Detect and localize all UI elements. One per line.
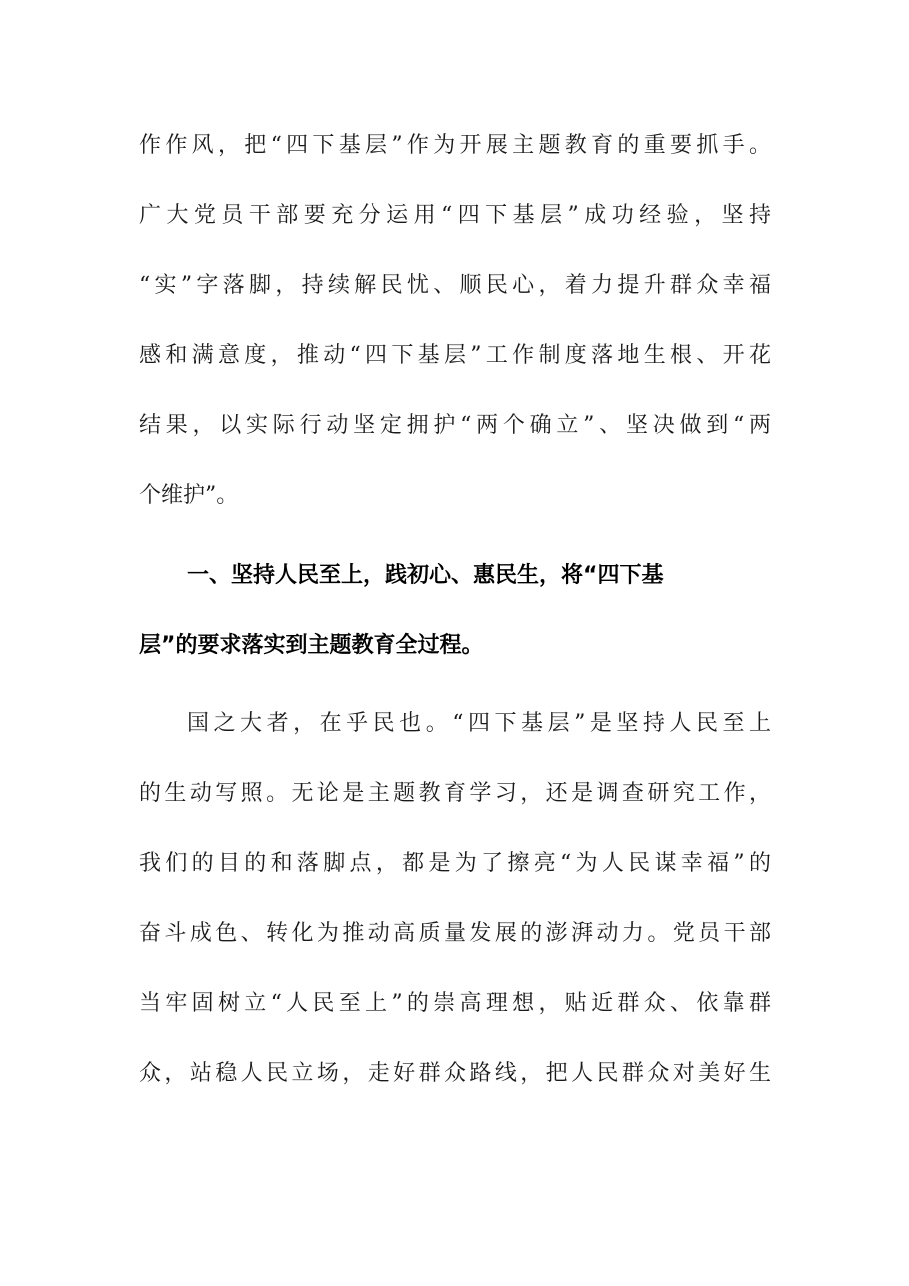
body-text-line: 结果，以实际行动坚定拥护“两个确立”、坚决做到“两 <box>139 413 771 438</box>
body-text-line: 作作风，把“四下基层”作为开展主题教育的重要抓手。 <box>139 133 771 158</box>
body-text-line: 当牢固树立“人民至上”的崇高理想，贴近群众、依靠群 <box>139 991 771 1016</box>
body-text-line: “实”字落脚，持续解民忧、顺民心，着力提升群众幸福 <box>139 273 771 298</box>
body-text-line: 国之大者，在乎民也。“四下基层”是坚持人民至上 <box>187 711 771 736</box>
body-text-line: 奋斗成色、转化为推动高质量发展的澎湃动力。党员干部 <box>139 921 771 946</box>
section-heading: 一、坚持人民至上，践初心、惠民生，将“四下基 <box>187 563 664 588</box>
body-text-line: 众，站稳人民立场，走好群众路线，把人民群众对美好生 <box>139 1061 771 1086</box>
body-text-line: 我们的目的和落脚点，都是为了擦亮“为人民谋幸福”的 <box>139 851 771 876</box>
body-text-line: 的生动写照。无论是主题教育学习，还是调查研究工作， <box>139 781 771 806</box>
body-text-line: 个维护”。 <box>139 483 239 508</box>
body-text-line: 感和满意度，推动“四下基层”工作制度落地生根、开花 <box>139 343 771 368</box>
section-heading: 层”的要求落实到主题教育全过程。 <box>139 633 484 658</box>
body-text-line: 广大党员干部要充分运用“四下基层”成功经验，坚持 <box>139 203 771 228</box>
